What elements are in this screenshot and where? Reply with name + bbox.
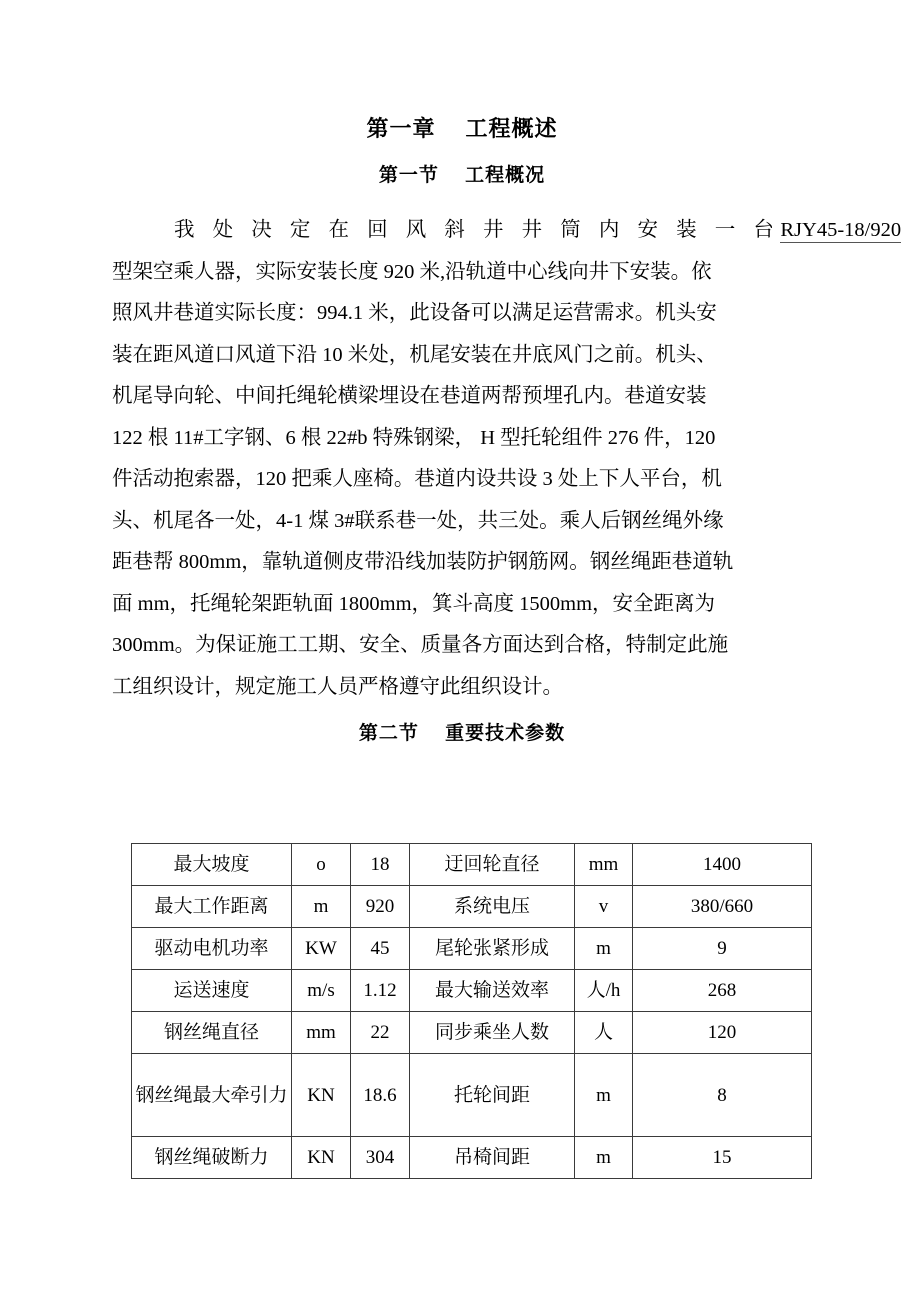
param-label: 钢丝绳直径	[132, 1012, 292, 1054]
table-body	[132, 844, 812, 1179]
param-value: 22	[351, 1012, 410, 1054]
table-row	[132, 844, 812, 886]
param-unit: v	[575, 886, 633, 928]
param-label: 钢丝绳破断力	[132, 1137, 292, 1179]
body-line-5: 机尾导向轮、中间托绳轮横梁埋设在巷道两帮预埋孔内。巷道安装	[112, 385, 707, 408]
table-row	[132, 886, 812, 928]
param-value: 1.12	[351, 970, 410, 1012]
param-unit: m	[292, 886, 351, 928]
body-line-11: 300mm。为保证施工工期、安全、质量各方面达到合格，特制定此施	[112, 634, 729, 657]
table-row	[132, 928, 812, 970]
param-unit: m/s	[292, 970, 351, 1012]
body-line-9: 距巷帮 800mm，靠轨道侧皮带沿线加装防护钢筋网。钢丝绳距巷道轨	[112, 551, 734, 574]
param-value: 268	[633, 970, 812, 1012]
section-two-heading: 第二节 重要技术参数	[358, 723, 566, 745]
param-value: 920	[351, 886, 410, 928]
param-value: 1400	[633, 844, 812, 886]
param-label: 最大工作距离	[132, 886, 292, 928]
param-unit: 人/h	[575, 970, 633, 1012]
param-value: 15	[633, 1137, 812, 1179]
param-value: 304	[351, 1137, 410, 1179]
param-unit: KN	[292, 1054, 351, 1137]
body-line-12: 工组织设计，规定施工人员严格遵守此组织设计。	[112, 675, 563, 698]
param-value: 9	[633, 928, 812, 970]
body-line-1	[112, 210, 902, 252]
param-label: 最大输送效率	[410, 970, 575, 1012]
table-row	[132, 1137, 812, 1179]
param-label: 迂回轮直径	[410, 844, 575, 886]
document-content	[112, 0, 902, 747]
model-code: RJY45-18/920	[780, 219, 902, 242]
param-value: 120	[633, 1012, 812, 1054]
param-unit: KW	[292, 928, 351, 970]
table-row	[132, 1054, 812, 1137]
body-paragraph	[112, 188, 902, 708]
param-unit: m	[575, 928, 633, 970]
param-label: 吊椅间距	[410, 1137, 575, 1179]
param-unit: m	[575, 1054, 633, 1137]
body-line-7: 件活动抱索器，120 把乘人座椅。巷道内设共设 3 处上下人平台，机	[112, 468, 722, 491]
param-label: 系统电压	[410, 886, 575, 928]
table-row	[132, 970, 812, 1012]
section-one-heading: 第一节 工程概况	[378, 164, 546, 186]
param-label: 尾轮张紧形成	[410, 928, 575, 970]
param-value: 18	[351, 844, 410, 886]
technical-parameters-table	[131, 843, 812, 1179]
body-line-4: 装在距风道口风道下沿 10 米处，机尾安装在井底风门之前。机头、	[112, 343, 717, 366]
param-unit: KN	[292, 1137, 351, 1179]
body-line-1-text-a: 我 处 决 定 在 回 风 斜 井 井 筒 内 安 装 一 台	[174, 219, 781, 242]
chapter-heading: 第一章 工程概述	[366, 116, 558, 141]
param-unit: o	[292, 844, 351, 886]
param-unit: 人	[575, 1012, 633, 1054]
body-line-2: 型架空乘人器，实际安装长度 920 米,沿轨道中心线向井下安装。依	[112, 260, 712, 283]
param-value: 45	[351, 928, 410, 970]
param-unit: mm	[292, 1012, 351, 1054]
body-line-3: 照风井巷道实际长度：994.1 米，此设备可以满足运营需求。机头安	[112, 302, 717, 325]
param-label: 最大坡度	[132, 844, 292, 886]
param-value: 380/660	[633, 886, 812, 928]
param-label: 驱动电机功率	[132, 928, 292, 970]
body-line-10: 面 mm，托绳轮架距轨面 1800mm，箕斗高度 1500mm，安全距离为	[112, 592, 716, 615]
param-value: 8	[633, 1054, 812, 1137]
param-label: 同步乘坐人数	[410, 1012, 575, 1054]
body-line-8: 头、机尾各一处，4-1 煤 3#联系巷一处，共三处。乘人后钢丝绳外缘	[112, 509, 724, 532]
param-value: 18.6	[351, 1054, 410, 1137]
param-unit: mm	[575, 844, 633, 886]
param-label: 运送速度	[132, 970, 292, 1012]
param-label: 托轮间距	[410, 1054, 575, 1137]
table-row	[132, 1012, 812, 1054]
body-line-6: 122 根 11#工字钢、6 根 22#b 特殊钢梁， H 型托轮组件 276 件，120	[112, 426, 716, 449]
param-label: 钢丝绳最大牵引力	[132, 1054, 292, 1137]
param-unit: m	[575, 1137, 633, 1179]
